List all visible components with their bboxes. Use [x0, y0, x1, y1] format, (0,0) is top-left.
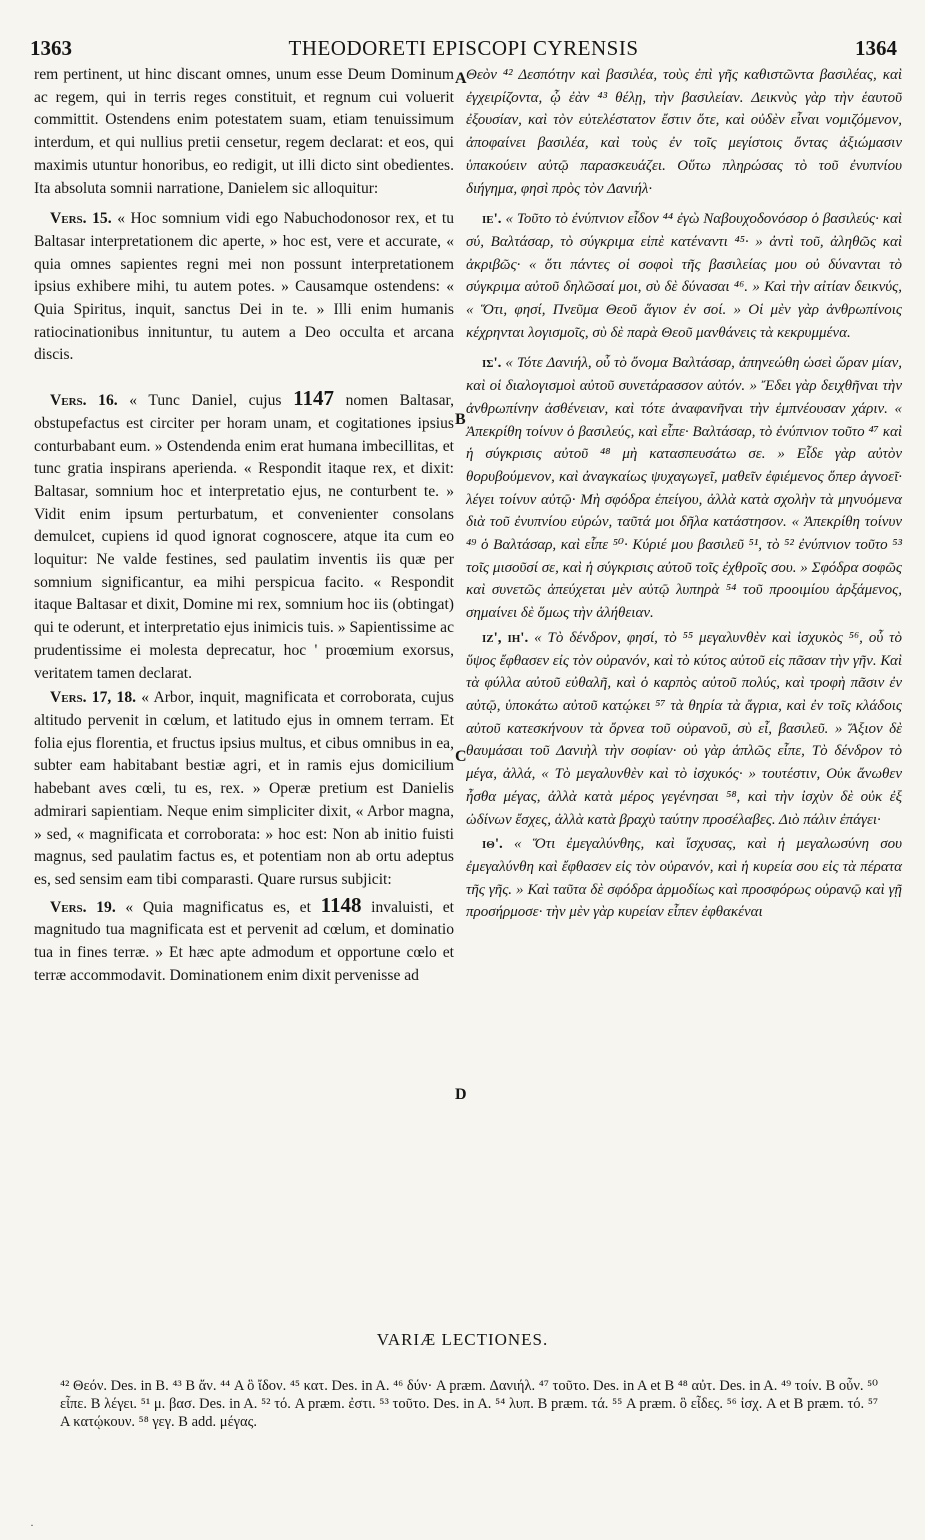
latin-verse-15-text: « Hoc somnium vidi ego Nabuchodonosor rex, et tu Baltasar interpretationem dic aperte, » hoc est, vere et accurate, « quia omnes sapientes regni mei non possunt interpretationem ipsius exhibere mihi, tu autem potes. » Causamque ostendens: « Quia Spiritus, inquit, sanctus Dei in te. » Illi enim humanis ratiocinationibus innituntur, tu autem a Deo occulta et arcana discis.: [34, 210, 454, 364]
right-page-number: 1364: [855, 36, 897, 60]
margin-letter-c: C: [455, 748, 467, 765]
latin-verse-19: [34, 894, 454, 988]
latin-verse-19-text: invaluisti, et magnitudo tua magnificata est et pervenit ad cœlum, et dominatio tua in fines terræ. » Et hæc apte admodum et opportune cœlo et terræ accommodavit. Dominationem enim dixit pervenisse ad: [34, 898, 455, 984]
latin-verse-16-head: Vers. 16.: [50, 392, 118, 410]
page-header: [30, 36, 897, 66]
latin-column: [34, 64, 454, 987]
margin-letter-d: D: [455, 1086, 467, 1103]
latin-verse-17-18-head: Vers. 17, 18.: [50, 689, 137, 707]
variae-lectiones-title: VARIÆ LECTIONES.: [376, 1330, 549, 1349]
margin-letter-b: B: [455, 411, 466, 428]
latin-verse-19-head: Vers. 19.: [50, 898, 116, 916]
greek-verse-16-text: « Τότε Δανιήλ, οὗ τὸ ὄνομα Βαλτάσαρ, ἀπηνεώθη ὡσεὶ ὥραν μίαν, καὶ οἱ διαλογισμοὶ αὐτοῦ συνετάρασσον αὐτόν. » Ἔδει γὰρ δειχθῆναι τὴν ἀνθρωπίνην ἀσθένειαν, καὶ τότε ἀναφανῆναι τὴν ἐμπνέουσαν χάριν. « Ἀπεκρίθη τοίνυν ὁ βασιλεύς, καὶ εἶπε· Βαλτάσαρ, τὸ ἐνύπνιον τοῦτο ⁴⁷ καὶ ἡ σύγκρισις αὐτοῦ ⁴⁸ μὴ κατασπευσάτω σε. » Εἶδε γὰρ αὐτὸν θορυβούμενον, καὶ ἀναγκαίως ψυχαγωγεῖ, μαθεῖν ἐφιέμενος ὅπερ ἀγνοεῖ· λέγει τοίνυν αὐτῷ· Μὴ σφόδρα ἐπείγου, ἀλλὰ κατὰ σχολὴν τὰ μηνυόμενα διὰ τοῦ ἐνυπνίου εὑρών, ταῦτά μοι δῆλα κατάστησον. « Ἀπεκρίθη τοίνυν ⁴⁹ ὁ Βαλτάσαρ, καὶ εἶπε ⁵⁰· Κύριέ μου βασιλεῦ ⁵¹, τὸ ⁵² ἐνύπνιον τοῦτο ⁵³ τοῖς μισοῦσί σε, καὶ ἡ σύγκρισις αὐτοῦ τοῖς ἐχθροῖς σου. » Σφόδρα σοφῶς καὶ συνετῶς ἀπεύχεται μὲν αὐτῷ λυπηρὰ ⁵⁴ τοῦ προοιμίου ἀρξάμενος, σημαίνει δὲ ὅμως τὴν ἀλήθειαν.: [466, 355, 903, 622]
latin-verse-15-head: Vers. 15.: [50, 210, 112, 228]
greek-verse-17-18-head: ιζ', ιη'.: [482, 629, 529, 646]
greek-verse-19-text: « Ὅτι ἐμεγαλύνθης, καὶ ἴσχυσας, καὶ ἡ μεγαλωσύνη σου ἐμεγαλύνθη καὶ ἔφθασεν εἰς τὸν οὐρανόν, καὶ ἡ κυρεία σου εἰς τὰ πέρατα τῆς γῆς. » Καὶ ταῦτα δὲ σφόδρα ἁρμοδίως καὶ προσφόρως οὐρανῷ καὶ γῇ προσήρμοσε· τὴν μὲν γὰρ κυρείαν εἶπεν ἐφθακέναι: [466, 836, 902, 921]
latin-verse-15: [34, 208, 454, 367]
greek-verse-17-18: [466, 627, 902, 831]
page-footer-mark: ·: [30, 1518, 34, 1532]
latin-verse-16-text: nomen Baltasar, obstupefactus est circiter per horam unam, et cogitationes ipsius conturbabant eum. » Ostendenda enim erat humana imbecillitas, et tunc gratia inspirans aperienda. « Respondit itaque rex, et dixit: Baltasar, somnium hoc et interpretatio ejus, ne conturbent te. » Vidit enim ipsum perturbatum, et convenienter consolans demulcet, cupiens id quod ignorat cognoscere, atque ita cum eo loquitur: Ne valde festines, sed paulatim inventis iis quæ per somnium significantur, ea mihi perspicua facito. « Respondit itaque Baltasar et dixit, Domine mi rex, somnium hoc iis (obtingat) qui te oderunt, et interpretatio ejus inimicis tuis. » Sapientissime ac prudentissime ei molesta deprecatur, hoc ' proœmium exorsus, veritatem tamen declarat.: [34, 392, 454, 682]
greek-verse-15: [466, 208, 902, 344]
column-number-1148: 1148: [320, 892, 362, 917]
latin-verse-19-pre: « Quia magnificatus es, et: [125, 898, 311, 916]
variae-lectiones-notes: ⁴² Θεόν. Des. in B. ⁴³ B ἄν. ⁴⁴ A ὃ ἴδον. ⁴⁵ κατ. Des. in A. ⁴⁶ δύν· A præm. Δανιήλ. ⁴⁷ τοῦτο. Des. in A et B ⁴⁸ αὐτ. Des. in A. ⁴⁹ τοίν. B οὖν. ⁵⁰ εἶπε. B λέγει. ⁵¹ μ. βασ. Des. in A. ⁵² τό. A præm. ἐστι. ⁵³ τοῦτο. Des. in A. ⁵⁴ λυπ. B præm. τά. ⁵⁵ A præm. ὃ εἶδες. ⁵⁶ ἰσχ. A et B præm. τό. ⁵⁷ A κατῴκουν. ⁵⁸ γεγ. B add. μέγας.: [60, 1378, 878, 1430]
latin-intro: rem pertinent, ut hinc discant omnes, unum esse Deum Dominum ac regem, qui in terris reges constituit, et regnum cui voluerit committit. Ostendens enim potestatem suam, etiam tenuissimum interdum, et qui nullius pretii censetur, regem declarat: et eos, qui maximis utuntur honoribus, eo redigit, ut illi dicto sint obedientes. Ita absoluta somnii narratione, Danielem sic alloquitur:: [34, 66, 454, 197]
left-page-number: 1363: [30, 36, 72, 60]
greek-intro: Θεὸν ⁴² Δεσπότην καὶ βασιλέα, τοὺς ἐπὶ γῆς καθιστῶντα βασιλέας, καὶ ἐγχειρίζοντα, ᾧ ἐὰν ⁴³ θέλῃ, τὴν βασιλείαν. Δεικνὺς γὰρ τὴν ἑαυτοῦ ἐξουσίαν, καὶ τὸν εὐτελέστατον ἔστιν ὅτε, καὶ οὐδὲν εἶναι νομιζόμενον, ἀποφαίνει βασιλέα, καὶ τοὺς ἐν τοῖς μεγίστοις ὄντας ἀξιώμασιν ὑπακούειν αὐτῷ παρασκευάζει. Οὕτω πληρώσας τὸ τοῦ ἐνυπνίου διήγημα, φησὶ πρὸς τὸν Δανιήλ·: [466, 67, 902, 197]
greek-column: [466, 64, 902, 924]
greek-verse-19: [466, 833, 902, 924]
latin-verse-17-18: [34, 687, 454, 891]
column-number-1147: 1147: [293, 386, 334, 411]
greek-verse-19-head: ιθ'.: [482, 836, 503, 853]
greek-verse-15-text: « Τοῦτο τὸ ἐνύπνιον εἶδον ⁴⁴ ἐγὼ Ναβουχοδονόσορ ὁ βασιλεύς· καὶ σύ, Βαλτάσαρ, τὸ σύγκριμα εἰπὲ κατέναντι ⁴⁵· » ἀντὶ τοῦ, ἀληθῶς καὶ ἀκριβῶς· « ὅτι πάντες οἱ σοφοὶ τῆς βασιλείας μου οὐ δύνανται τὸ σύγκριμα αὐτοῦ δηλῶσαί μοι, σὺ δὲ δύνασαι ⁴⁶. » Καὶ τὴν αἰτίαν δεικνύς, « Ὅτι, φησί, Πνεῦμα Θεοῦ ἅγιον ἐν σοί. » Οἱ μὲν γὰρ ἀνθρωπίνοις κέχρηνται λογισμοῖς, σὺ δὲ παρὰ Θεοῦ μανθάνεις τὰ κεκρυμμένα.: [466, 211, 903, 341]
latin-verse-16: [34, 387, 454, 685]
greek-verse-17-18-text: « Τὸ δένδρον, φησί, τὸ ⁵⁵ μεγαλυνθὲν καὶ ἰσχυκὸς ⁵⁶, οὗ τὸ ὕψος ἔφθασεν εἰς τὸν οὐρανόν, καὶ τὸ κύτος αὐτοῦ εἰς πᾶσαν τὴν γῆν. Καὶ τὰ φύλλα αὐτοῦ εὐθαλῆ, καὶ ὁ καρπὸς αὐτοῦ πολύς, καὶ τροφὴ πᾶσιν ἐν αὐτῷ, ὑποκάτω αὐτοῦ κατῴκει ⁵⁷ τὰ θηρία τὰ ἄγρια, καὶ ἐν τοῖς κλάδοις αὐτοῦ κατεσκήνουν τὰ ὄρνεα τοῦ οὐρανοῦ, σὺ εἶ, βασιλεῦ. » Ἄξιον δὲ θαυμάσαι τοῦ Δανιὴλ τὴν σοφίαν· οὐ γὰρ ἁπλῶς εἶπε, Τὸ δένδρον τὸ μέγα, ἀλλά, « Τὸ μεγαλυνθὲν καὶ τὸ ἰσχυκός· » τουτέστιν, Οὐκ ἄνωθεν ἦσθα μέγας, ἀλλὰ κατὰ μέρος γεγένησαι ⁵⁸, καὶ τὴν ἰσχὺν δὲ οὐκ ἐξ ὠδίνων ἔσχες, ἀλλὰ κατὰ βραχὺ ταύτην προσέλαβες. Διὸ πάλιν ἐπάγει·: [466, 629, 902, 828]
margin-letter-a: A: [455, 70, 467, 87]
latin-verse-16-pre: « Tunc Daniel, cujus: [129, 392, 282, 410]
running-title: THEODORETI EPISCOPI CYRENSIS: [288, 36, 639, 60]
greek-verse-15-head: ιε'.: [482, 211, 502, 228]
latin-verse-17-18-text: « Arbor, inquit, magnificata et corroborata, cujus altitudo pervenit in cœlum, et latitudo ejus in omnem terram. Et folia ejus florentia, et fructus ipsius multus, et cibus omnibus in ea, subter eam habitabant bestiæ agri, et in ramis ejus domicilium habebant aves cœli, tu es, rex. » Operæ pretium est Danielis admirari sapientiam. Neque enim simpliciter dixit, « Arbor magna, » sed, « magnificata et corroborata: » hoc est: Non ab initio fuisti magnus, sed paulatim factus es, et potentiam non ab ortu adeptus es, sed sensim eam tibi comparasti. Quare rursus subjicit:: [34, 689, 454, 888]
greek-verse-16: [466, 352, 902, 624]
greek-verse-16-head: ις'.: [482, 355, 502, 372]
